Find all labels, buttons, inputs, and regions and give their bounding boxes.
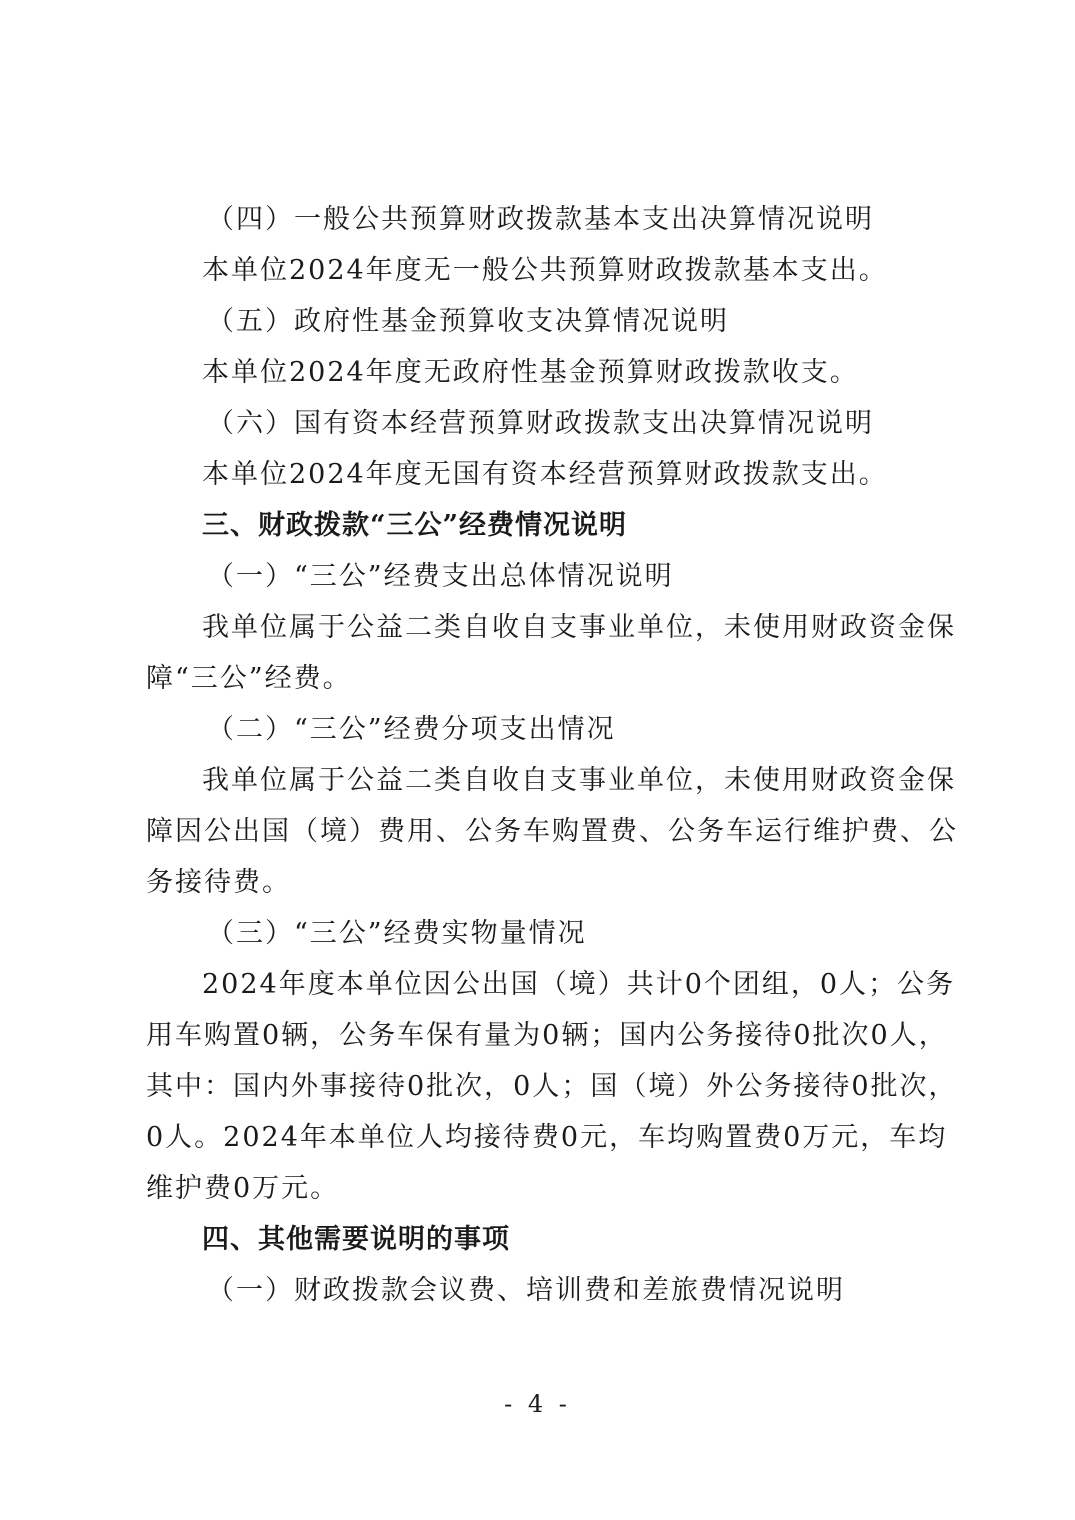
paragraph-line: 2024年度本单位因公出国（境）共计0个团组，0人；公务 [202,969,956,1000]
paragraph-line: 用车购置0辆，公务车保有量为0辆；国内公务接待0批次0人， [146,1020,948,1051]
page-number: - 4 - [504,1390,571,1418]
paragraph: 本单位2024年度无政府性基金预算财政拨款收支。 [202,357,859,388]
subheading-meeting-training-travel: （一）财政拨款会议费、培训费和差旅费情况说明 [207,1275,845,1306]
paragraph: 本单位2024年度无一般公共预算财政拨款基本支出。 [202,255,888,286]
subheading-itemized-expenditure: （二）“三公”经费分项支出情况 [207,714,616,745]
subheading-government-fund-budget: （五）政府性基金预算收支决算情况说明 [207,306,729,337]
subheading-physical-quantities: （三）“三公”经费实物量情况 [207,918,587,949]
paragraph: 本单位2024年度无国有资本经营预算财政拨款支出。 [202,459,888,490]
section-heading-other-matters: 四、其他需要说明的事项 [202,1224,510,1255]
subheading-state-capital-budget: （六）国有资本经营预算财政拨款支出决算情况说明 [207,408,874,439]
paragraph-line: 障“三公”经费。 [146,663,352,694]
paragraph-line: 维护费0万元。 [146,1173,340,1204]
paragraph-line: 0人。2024年本单位人均接待费0元，车均购置费0万元，车均 [146,1122,948,1153]
paragraph-line: 其中：国内外事接待0批次，0人；国（境）外公务接待0批次， [146,1071,958,1102]
subheading-overall-expenditure: （一）“三公”经费支出总体情况说明 [207,561,674,592]
paragraph-line: 我单位属于公益二类自收自支事业单位，未使用财政资金保 [202,765,956,796]
paragraph-line: 务接待费。 [146,867,291,898]
section-heading-three-public-expenses: 三、财政拨款“三公”经费情况说明 [202,510,628,541]
paragraph-line: 我单位属于公益二类自收自支事业单位，未使用财政资金保 [202,612,956,643]
paragraph-line: 障因公出国（境）费用、公务车购置费、公务车运行维护费、公 [146,816,958,847]
subheading-general-budget-basic-expenditure: （四）一般公共预算财政拨款基本支出决算情况说明 [207,204,874,235]
